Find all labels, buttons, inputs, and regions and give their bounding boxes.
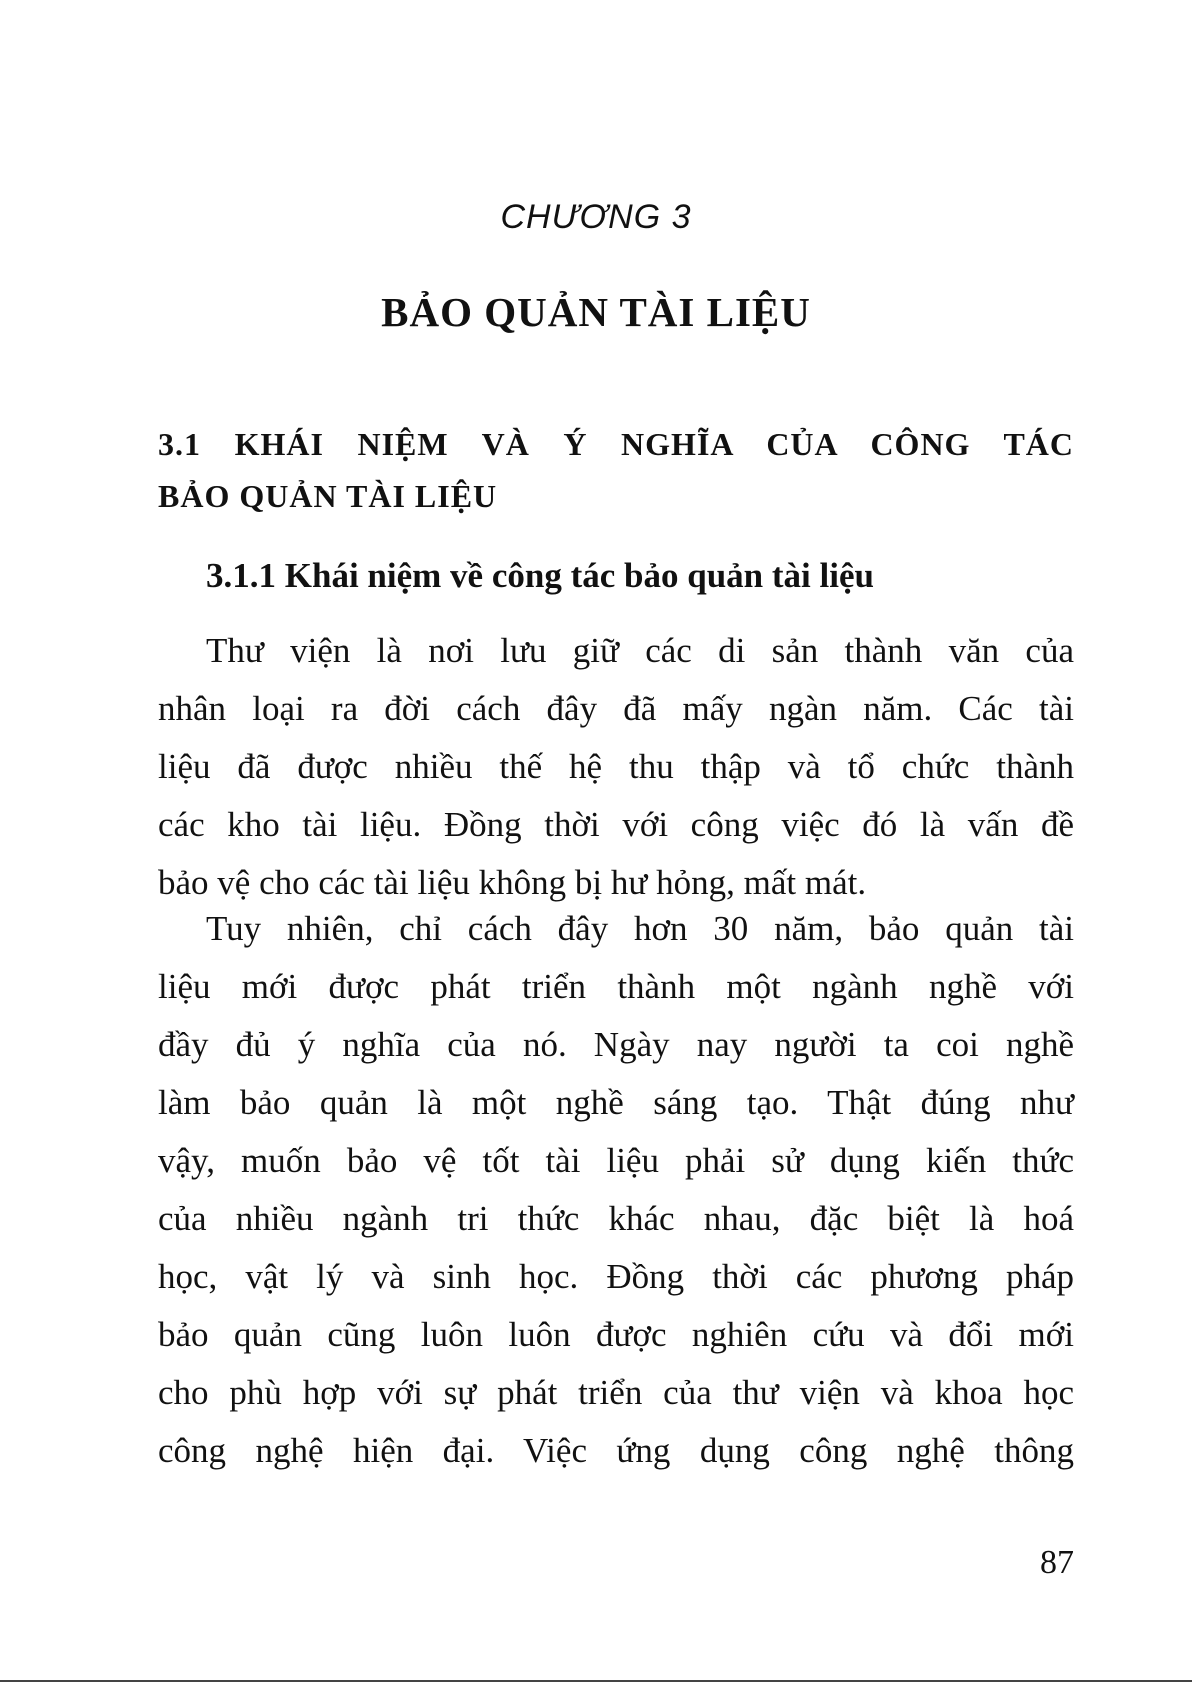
section-heading-line: BẢO QUẢN TÀI LIỆU xyxy=(158,478,498,514)
text-line: học, vật lý và sinh học. Đồng thời các phương pháp xyxy=(158,1257,1074,1296)
text-line: bảo vệ cho các tài liệu không bị hư hỏng, mất mát. xyxy=(158,863,867,902)
chapter-label: CHƯƠNG 3 xyxy=(500,198,692,236)
section-heading xyxy=(158,418,1074,522)
section-heading-line: 3.1 KHÁI NIỆM VÀ Ý NGHĨA CỦA CÔNG TÁC xyxy=(158,426,1074,462)
text-line: cho phù hợp với sự phát triển của thư viện và khoa học xyxy=(158,1373,1074,1412)
text-line: Thư viện là nơi lưu giữ các di sản thành văn của xyxy=(206,631,1074,670)
text-line: nhân loại ra đời cách đây đã mấy ngàn năm. Các tài xyxy=(158,689,1074,728)
text-line: làm bảo quản là một nghề sáng tạo. Thật đúng như xyxy=(158,1083,1074,1122)
text-line: của nhiều ngành tri thức khác nhau, đặc biệt là hoá xyxy=(158,1199,1074,1238)
text-line: các kho tài liệu. Đồng thời với công việc đó là vấn đề xyxy=(158,805,1074,844)
text-line: đầy đủ ý nghĩa của nó. Ngày nay người ta coi nghề xyxy=(158,1025,1074,1064)
text-line: bảo quản cũng luôn luôn được nghiên cứu và đổi mới xyxy=(158,1315,1074,1354)
text-line: liệu mới được phát triển thành một ngành nghề với xyxy=(158,967,1074,1006)
text-line: Tuy nhiên, chỉ cách đây hơn 30 năm, bảo quản tài xyxy=(206,909,1074,948)
chapter-title: BẢO QUẢN TÀI LIỆU xyxy=(381,289,811,335)
bottom-rule xyxy=(0,1680,1192,1682)
subsection-heading: 3.1.1 Khái niệm về công tác bảo quản tài liệu xyxy=(206,556,874,595)
text-line: vậy, muốn bảo vệ tốt tài liệu phải sử dụng kiến thức xyxy=(158,1141,1074,1180)
paragraph xyxy=(158,622,1074,912)
page-number: 87 xyxy=(1040,1544,1074,1581)
text-line: liệu đã được nhiều thế hệ thu thập và tổ chức thành xyxy=(158,747,1074,786)
paragraph xyxy=(158,900,1074,1480)
text-line: công nghệ hiện đại. Việc ứng dụng công nghệ thông xyxy=(158,1431,1074,1470)
